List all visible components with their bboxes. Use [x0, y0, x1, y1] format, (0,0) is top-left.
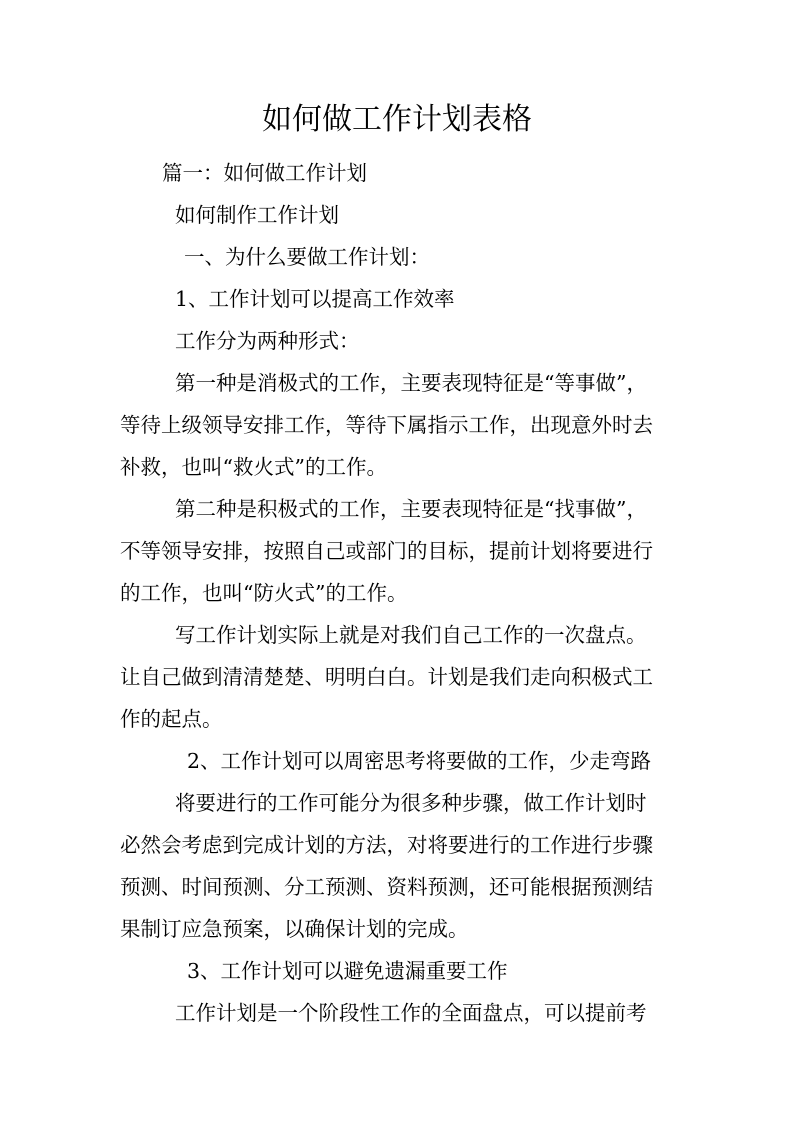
paragraph-line: 第一种是消极式的工作，主要表现特征是“等事做”， [175, 371, 647, 395]
paragraph-line: 不等领导安排，按照自己或部门的目标，提前计划将要进行 [120, 539, 653, 563]
paragraph-line: 的工作，也叫“防火式”的工作。 [120, 581, 408, 605]
paragraph-line: 作的起点。 [120, 707, 223, 731]
point-heading-1: 1、工作计划可以提高工作效率 [175, 287, 455, 311]
paragraph-line: 工作计划是一个阶段性工作的全面盘点，可以提前考 [175, 1001, 647, 1025]
paragraph-line: 工作分为两种形式： [175, 329, 360, 353]
question-heading: 一、为什么要做工作计划： [184, 245, 430, 269]
paragraph-line: 让自己做到清清楚楚、明明白白。计划是我们走向积极式工 [120, 665, 653, 689]
paragraph-line: 写工作计划实际上就是对我们自己工作的一次盘点。 [175, 623, 647, 647]
section-heading: 篇一：如何做工作计划 [162, 161, 367, 185]
point-heading-2: 2、工作计划可以周密思考将要做的工作，少走弯路 [187, 749, 652, 773]
paragraph-line: 第二种是积极式的工作，主要表现特征是“找事做”， [175, 497, 647, 521]
paragraph-line: 必然会考虑到完成计划的方法，对将要进行的工作进行步骤 [120, 833, 653, 857]
paragraph-line: 将要进行的工作可能分为很多种步骤，做工作计划时 [175, 791, 647, 815]
subheading: 如何制作工作计划 [175, 203, 339, 227]
paragraph-line: 等待上级领导安排工作，等待下属指示工作，出现意外时去 [120, 413, 653, 437]
paragraph-line: 果制订应急预案，以确保计划的完成。 [120, 917, 469, 941]
document-title: 如何做工作计划表格 [262, 102, 532, 137]
paragraph-line: 补救，也叫“救火式”的工作。 [120, 455, 387, 479]
paragraph-line: 预测、时间预测、分工预测、资料预测，还可能根据预测结 [120, 875, 653, 899]
point-heading-3: 3、工作计划可以避免遗漏重要工作 [187, 959, 508, 983]
